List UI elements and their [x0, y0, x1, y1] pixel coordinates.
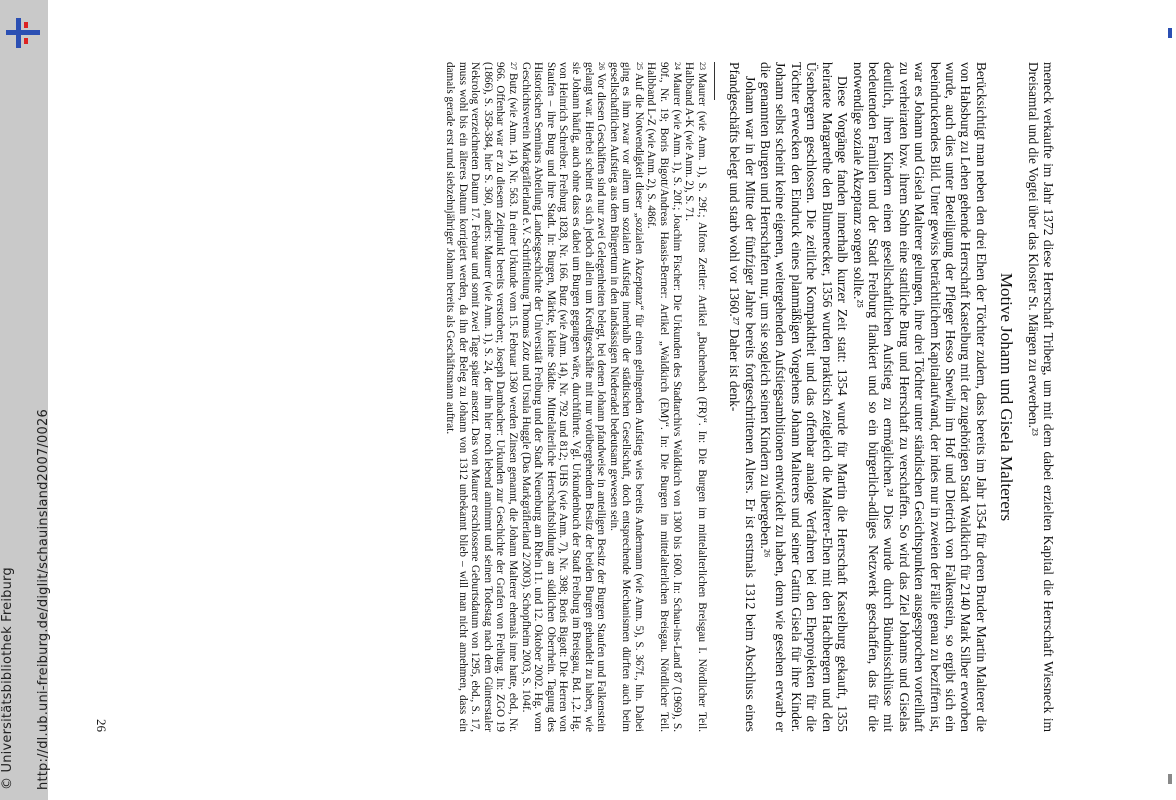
intro-paragraph: meneck verkaufte im Jahr 1372 diese Herrschaft Triberg, um mit dem dabei erzielten Kapital die Herrschaft Wiesneck im Dreisamtal und die Vogtei über das Kloster St. Märgen zu erwerben.²³: [1025, 62, 1056, 732]
footnote-number: 25: [634, 62, 644, 70]
copyright-notice: © Universitätsbibliothek Freiburg: [0, 567, 15, 790]
viewer-sidebar: [0, 0, 51, 800]
scanned-page: [96, 62, 1056, 732]
footnote-number: 26: [597, 62, 607, 70]
page-number: 26: [94, 719, 110, 732]
footnote-number: 27: [508, 62, 518, 70]
footnote-text: Maurer (wie Anm. 1), S. 29f.; Alfons Zettler: Artikel „Buchenbach (FR)“. In: Die Burgen im mittelalterlichen Breisgau I. Nördlicher Teil. Halbband A-K (wie Anm. 2), S. 71.: [683, 62, 708, 732]
edge-marker: [1168, 28, 1172, 38]
footnote-text: Vor diesen Geschäften sind nur zwei Gelegenheiten belegt, bei denen Johann pfandweise in anteiligen Besitz der Burgen Staufen und Falkenstein gelangt war. Hierbei scheint es sich jedoch allein um Kreditgeschäfte mit nur vorübergehendem Besitz der beiden Burgen gehandelt zu haben, wie sie Johann häufig, auch ohne dass es dabei um Burgen gegangen wäre, durchführte. Vgl. Urkundenbuch der Stadt Freiburg im Breisgau, Bd. 1,2. Hg. von Heinrich Schreiber. Freiburg 1828, Nr. 166. Butz (wie Anm. 14), Nr. 792 und 812; UHS (wie Anm. 7), Nr. 398; Boris Bigott: Die Herren von Staufen – ihre Burg und ihre Stadt. In: Burgen, Märkte, kleine Städte. Mittelalterliche Herrschaftsbildung am südlichen Oberrhein. Tagung des Historischen Seminars Abteilung Landesgeschichte der Universität Freiburg und der Stadt Neuenburg am Rhein 11. und 12. Oktober 2002. Hg. vom Geschichtsverein Markgräflerland e.V. Schriftleitung Thomas Zotz und Ursula Huggle (Das Markgräflerland 2/2003). Schopfheim 2003, S. 104f.: [519, 62, 608, 732]
paragraph-1: Berücksichtigt man neben den drei Ehen der Töchter zudem, dass bereits im Jahr 1354 für deren Bruder Martin Malterer die von Habsburg zu Lehen gehende Herrschaft Kastelburg mit der zugehörigen Stadt Waldkirch für 2140 Mark Silber erworben wurde, auch dies unter Beteiligung der Pfleger Hesso Snewlin im Hof und Dietrich von Falkenstein, so ergibt sich ein beeindruckendes Bild. Unter gewiss beträchtlichem Kapitalaufwand, der indes nur in zweien der Fälle genau zu beziffern ist, war es Johann und Gisela Malterer gelungen, ihre drei Töchter unter ständischen Gesichtspunkten ausgesprochen vorteilhaft zu verheiraten bzw. ihrem Sohn eine stattliche Burg und Herrschaft zu verschaffen. So wird das Ziel Johanns und Giselas deutlich, ihren Kindern einen gesellschaftlichen Aufstieg zu ermöglichen.²⁴ Dies wurde durch Bündnisschlüsse mit bedeutenden Familien und der Stadt Freiburg flankiert und so ein bürgerlich-adliges Netzwerk geschaffen, das für die notwendige soziale Akzeptanz sorgen sollte.²⁵: [850, 62, 989, 732]
footnote: [443, 62, 519, 732]
footnote-text: Butz (wie Anm. 14), Nr. 563. In einer Urkunde vom 15. Februar 1360 werden Zinsen genannt, die Johann Malterer ehemals inne hatte, ebd., Nr. 966. Offenbar war er zu diesem Zeitpunkt bereits verstorben; Joseph Dambacher: Urkunden zur Geschichte der Grafen von Freiburg. In: ZGO 19 (1866), S. 358-384, hier S. 360, anders: Maurer (wie Anm. 1), S. 24, der ihn hier noch lebend annimmt und seinen Todestag nach dem Günterstaler Nekrolog verzeichneten Datum 17. Februar und somit zwei Tage später ansetzt. Das von Maurer erschlossene Geburtsdatum von 1295, ebd., S. 17, muss wohl bis ein älteres Datum korrigiert werden, da ihn der Beleg zu Johann von 1312 unbekannt blieb – will man nicht annehmen, dass ein damals gerade erst rund siebzehnjähriger Johann bereits als Geschäftsmann auftrat.: [444, 62, 519, 732]
footnote-number: 23: [697, 62, 707, 70]
footnote-text: Maurer (wie Anm. 1), S. 20f.; Joachim Fischer: Die Urkunden des Stadtarchivs Waldkirch von 1300 bis 1600. In: Schau-ins-Land 87 (1969), S. 90f., Nr. 19; Boris Bigott/Andreas Haasis-Berner: Artikel „Waldkirch (EM)“. In: Die Burgen im mittelalterlichen Breisgau. Nördlicher Teil. Halbband L-Z (wie Anm. 2), S. 486f.: [645, 62, 683, 732]
footnote-divider: [714, 62, 715, 100]
footnotes: [443, 62, 707, 732]
paragraph-3: Johann war in der Mitte der fünfziger Jahre bereits fortgeschrittenen Alters. Er ist erstmals 1312 beim Abschluss eines Pfandgeschäfts belegt und starb wohl vor 1360.²⁷ Daher ist denk-: [727, 62, 758, 732]
footnote-number: 24: [672, 62, 682, 70]
footnote: [519, 62, 607, 732]
permalink-url[interactable]: http://dl.ub.uni-freiburg.de/diglit/schauinsland2007/0026: [36, 409, 51, 790]
footnote: [645, 62, 683, 732]
footnote: [607, 62, 645, 732]
paragraph-2: Diese Vorgänge fanden innerhalb kurzer Zeit statt: 1354 wurde für Martin die Herrschaft Kastelburg gekauft, 1355 heiratete Margarethe den Blumenecker, 1356 wurden praktisch zeitgleich die Malterer-Ehen mit den Hachbergern und den Üsenbergern geschlossen. Die zeitliche Kompaktheit und das offenbar analoge Verfahren bei den Eheprojekten für die Töchter erwecken den Eindruck eines planmäßigen Vorgehens Johann Malterers und seiner Gattin Gisela für ihre Kinder. Johann selbst scheint keine eigenen, weitergehenden Aufstiegsambitionen entwickelt zu haben, denn wie gesehen erwarb er die genannten Burgen und Herrschaften nur, um sie sogleich seinen Kindern zu übergeben.²⁶: [758, 62, 851, 732]
footnote: [683, 62, 708, 732]
edge-marker-bottom: [1168, 774, 1172, 784]
footnote-text: Auf die Notwendigkeit dieser „sozialen Akzeptanz“ für einen gelingenden Aufstieg wies bereits Andermann (wie Anm. 5), S. 367f., hin. Dabei ging es ihm zwar vor allem um sozialen Aufstieg innerhalb der städtischen Gesellschaft, doch entsprechende Mechanismen dürften auch beim gesellschaftlichen Aufstieg aus dem Bürgertum in den landsässigen Niederadel bedeutsam gewesen sein.: [607, 62, 645, 732]
section-heading: Motive Johann und Gisela Malterers: [997, 272, 1017, 522]
